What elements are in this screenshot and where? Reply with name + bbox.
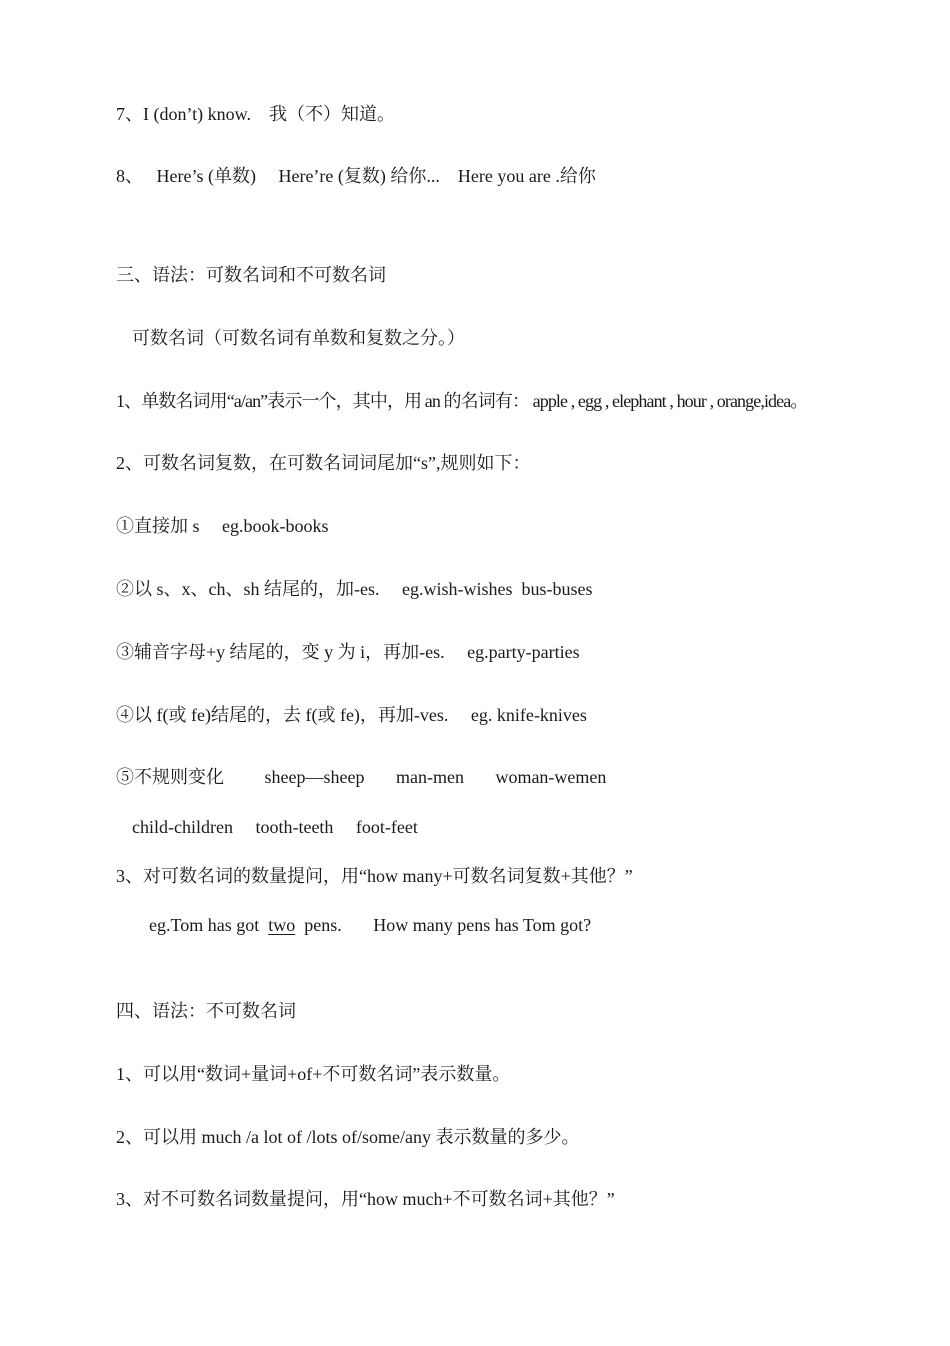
plural-rule-f-to-ves: ④以 f(或 fe)结尾的，去 f(或 fe)，再加-ves. eg. knife-knives — [116, 705, 587, 725]
plural-rule-irregular: ⑤不规则变化 sheep—sheep man-men woman-wemen — [116, 767, 607, 787]
phrase-heres: 8、 Here’s (单数) Here’re (复数) 给你... Here you are .给你 — [116, 166, 596, 186]
rule-much-lots-of: 2、可以用 much /a lot of /lots of/some/any 表示数量的多少。 — [116, 1127, 580, 1147]
countable-noun-subheading: 可数名词（可数名词有单数和复数之分。） — [132, 328, 465, 348]
example-text-after: pens. How many pens has Tom got? — [295, 915, 592, 935]
rule-how-much: 3、对不可数名词数量提问，用“how much+不可数名词+其他？” — [116, 1189, 615, 1209]
example-text-before: eg.Tom has got — [149, 915, 269, 935]
plural-rule-y-to-ies: ③辅音字母+y 结尾的，变 y 为 i，再加-es. eg.party-parties — [116, 642, 580, 662]
example-underlined-word: two — [268, 915, 296, 935]
rule-how-many: 3、对可数名词的数量提问，用“how many+可数名词复数+其他？” — [116, 866, 633, 886]
plural-rule-add-es: ②以 s、x、ch、sh 结尾的，加-es. eg.wish-wishes bus-buses — [116, 579, 593, 599]
rule-number-measure-word: 1、可以用“数词+量词+of+不可数名词”表示数量。 — [116, 1064, 511, 1084]
phrase-i-dont-know: 7、I (don’t) know. 我（不）知道。 — [116, 104, 395, 124]
section-3-heading: 三、语法：可数名词和不可数名词 — [116, 265, 386, 285]
rule-singular-a-an: 1、单数名词用“a/an”表示一个，其中，用 an 的名词有： apple , egg , elephant , hour , orange,idea。 — [116, 391, 808, 411]
section-4-heading: 四、语法：不可数名词 — [116, 1001, 296, 1021]
plural-rule-add-s: ①直接加 s eg.book-books — [116, 516, 329, 536]
rule-plural-intro: 2、可数名词复数，在可数名词词尾加“s”,规则如下： — [116, 453, 531, 473]
plural-rule-irregular-examples: child-children tooth-teeth foot-feet — [132, 817, 418, 837]
example-how-many — [149, 913, 591, 937]
